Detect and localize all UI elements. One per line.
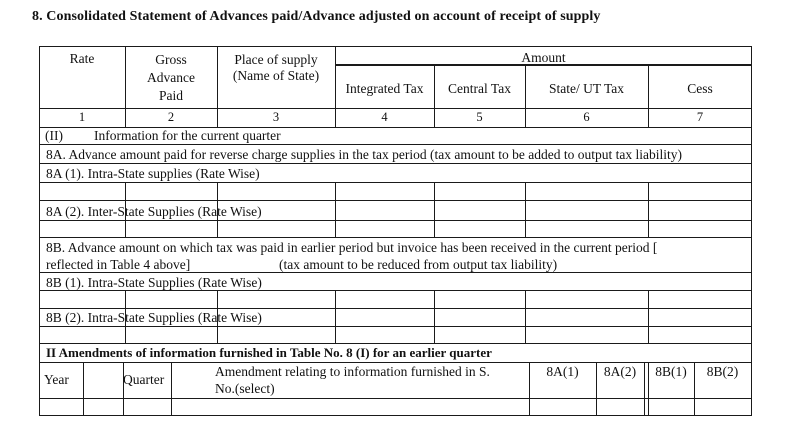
col-number-4: 4 [381, 110, 388, 124]
row-8b-heading-line2a: reflected in Table 4 above] [46, 257, 191, 272]
header-gross-2: Advance [147, 70, 195, 85]
header-place-2: (Name of State) [232, 68, 320, 83]
option-8a2[interactable]: 8A(2) [603, 364, 637, 379]
header-central-tax: Central Tax [448, 81, 511, 96]
header-gross-1: Gross [155, 52, 187, 67]
header-cess: Cess [687, 81, 713, 96]
amendment-relating-line2: No.(select) [215, 381, 275, 396]
col-number-3: 3 [272, 110, 280, 124]
col-number-7: 7 [696, 110, 704, 124]
col-number-1: 1 [78, 110, 86, 124]
row-8a-heading: 8A. Advance amount paid for reverse charge supplies in the tax period (tax amount to be added to output tax liability) [46, 147, 682, 162]
header-integrated-tax: Integrated Tax [345, 81, 424, 96]
row-8b-heading-line1: 8B. Advance amount on which tax was paid in earlier period but invoice has been received in the current period [ [46, 240, 658, 255]
amendment-relating-line1: Amendment relating to information furnished in S. [215, 364, 490, 379]
section-title: 8. Consolidated Statement of Advances paid/Advance adjusted on account of receipt of supply [32, 9, 601, 24]
row-8b2-heading: 8B (2). Intra-State Supplies (Rate Wise) [46, 310, 262, 325]
amendment-quarter-label: Quarter [123, 372, 165, 387]
amendments-heading: II Amendments of information furnished in Table No. 8 (I) for an earlier quarter [46, 345, 492, 360]
header-rate: Rate [69, 51, 95, 66]
col-number-5: 5 [476, 110, 483, 124]
header-amount: Amount [521, 50, 566, 65]
row-8b1-heading: 8B (1). Intra-State Supplies (Rate Wise) [46, 275, 262, 290]
section-ii-text: Information for the current quarter [94, 128, 281, 143]
option-8b1[interactable]: 8B(1) [655, 364, 687, 379]
row-8a1-heading: 8A (1). Intra-State supplies (Rate Wise) [46, 166, 260, 181]
advances-table [39, 46, 752, 416]
col-number-2: 2 [167, 110, 175, 124]
header-state-ut-tax: State/ UT Tax [548, 81, 625, 96]
row-8b-heading-line2b: (tax amount to be reduced from output tax liability) [279, 257, 558, 272]
option-8b2[interactable]: 8B(2) [706, 364, 739, 379]
header-gross-3: Paid [158, 88, 183, 103]
header-place-1: Place of supply [234, 52, 318, 67]
option-8a1[interactable]: 8A(1) [546, 364, 579, 379]
section-ii-label: (II) [45, 128, 63, 143]
amendment-year-label: Year [44, 372, 69, 387]
col-number-6: 6 [583, 110, 590, 124]
row-8a2-heading: 8A (2). Inter-State Supplies (Rate Wise) [46, 204, 262, 219]
